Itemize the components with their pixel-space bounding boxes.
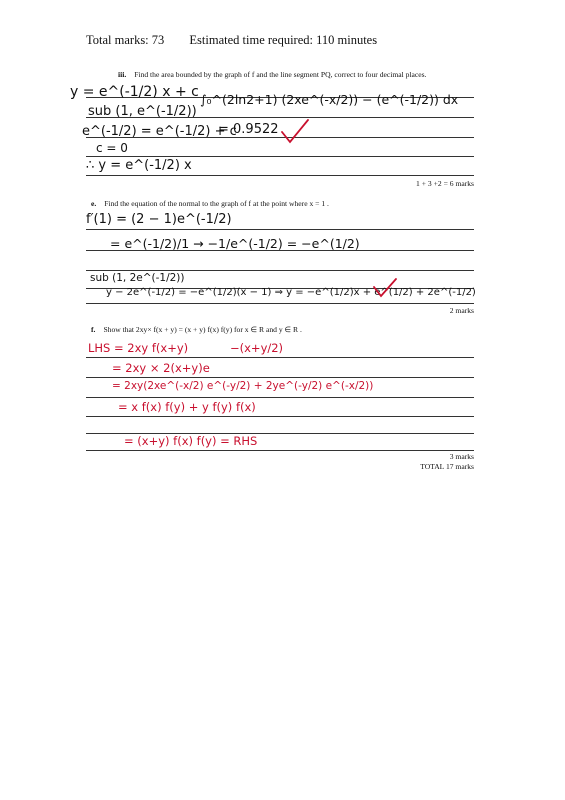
- answer-line: [86, 397, 474, 398]
- question-f: [91, 325, 302, 334]
- working-line: f′(1) = (2 − 1)e^(-1/2): [86, 212, 232, 227]
- answer-line: [86, 229, 474, 230]
- question-e: [91, 199, 329, 208]
- check-mark-icon: [372, 277, 398, 299]
- working-line: sub (1, 2e^(-1/2)): [90, 272, 185, 284]
- working-line: = x f(x) f(y) + y f(y) f(x): [118, 400, 256, 414]
- working-line: e^(-1/2) = e^(-1/2) + c: [82, 124, 237, 139]
- answer-line: [86, 303, 474, 304]
- question-text: Find the area bounded by the graph of f and the line segment PQ, correct to four decimal places.: [134, 70, 427, 79]
- answer-line: [86, 270, 474, 271]
- question-number: f.: [91, 325, 96, 334]
- working-line: c = 0: [96, 141, 128, 155]
- integral-expression: ∫₀^(2ln2+1) (2xe^(-x/2)) − (e^(-1/2)) dx: [200, 92, 459, 107]
- time-required: Estimated time required: 110 minutes: [189, 33, 378, 47]
- working-line: = 2xy × 2(x+y)e: [112, 361, 210, 375]
- marks-label: 3 marks: [449, 452, 474, 461]
- question-number: iii.: [118, 70, 127, 79]
- working-line: ∴ y = e^(-1/2) x: [86, 158, 192, 173]
- answer-line: [86, 416, 474, 417]
- answer-line: [86, 175, 474, 176]
- working-line: LHS = 2xy f(x+y): [88, 341, 189, 355]
- integral-result: = 0.9522: [218, 122, 279, 137]
- working-line: y − 2e^(-1/2) = −e^(1/2)(x − 1) ⇒ y = −e^(1/2)x + e^(1/2) + 2e^(-1/2): [106, 287, 476, 298]
- question-iii: [118, 70, 427, 79]
- answer-line: [86, 377, 474, 378]
- answer-line: [86, 357, 474, 358]
- question-number: e.: [91, 199, 97, 208]
- marks-label: 1 + 3 +2 = 6 marks: [416, 179, 474, 188]
- total-marks: Total marks: 73: [86, 33, 165, 47]
- answer-line: [86, 450, 474, 451]
- marks-label: 2 marks: [449, 306, 474, 315]
- answer-line: [86, 156, 474, 157]
- working-exponent: −(x+y/2): [230, 341, 284, 355]
- question-text: Show that 2xy× f(x + y) = (x + y) f(x) f(y) for x ∈ R and y ∈ R .: [103, 325, 302, 334]
- working-line: = 2xy(2xe^(-x/2) e^(-y/2) + 2ye^(-y/2) e^(-x/2)): [112, 380, 374, 392]
- working-line: = e^(-1/2)/1 → −1/e^(-1/2) = −e^(1/2): [110, 236, 360, 251]
- working-line: y = e^(-1/2) x + c: [70, 84, 199, 100]
- working-line: sub (1, e^(-1/2)): [88, 104, 197, 119]
- working-line: = (x+y) f(x) f(y) = RHS: [124, 434, 258, 448]
- check-mark-icon: [280, 118, 310, 146]
- question-text: Find the equation of the normal to the graph of f at the point where x = 1 .: [104, 199, 329, 208]
- total-marks-label: TOTAL 17 marks: [420, 462, 474, 471]
- page-header: [86, 33, 377, 48]
